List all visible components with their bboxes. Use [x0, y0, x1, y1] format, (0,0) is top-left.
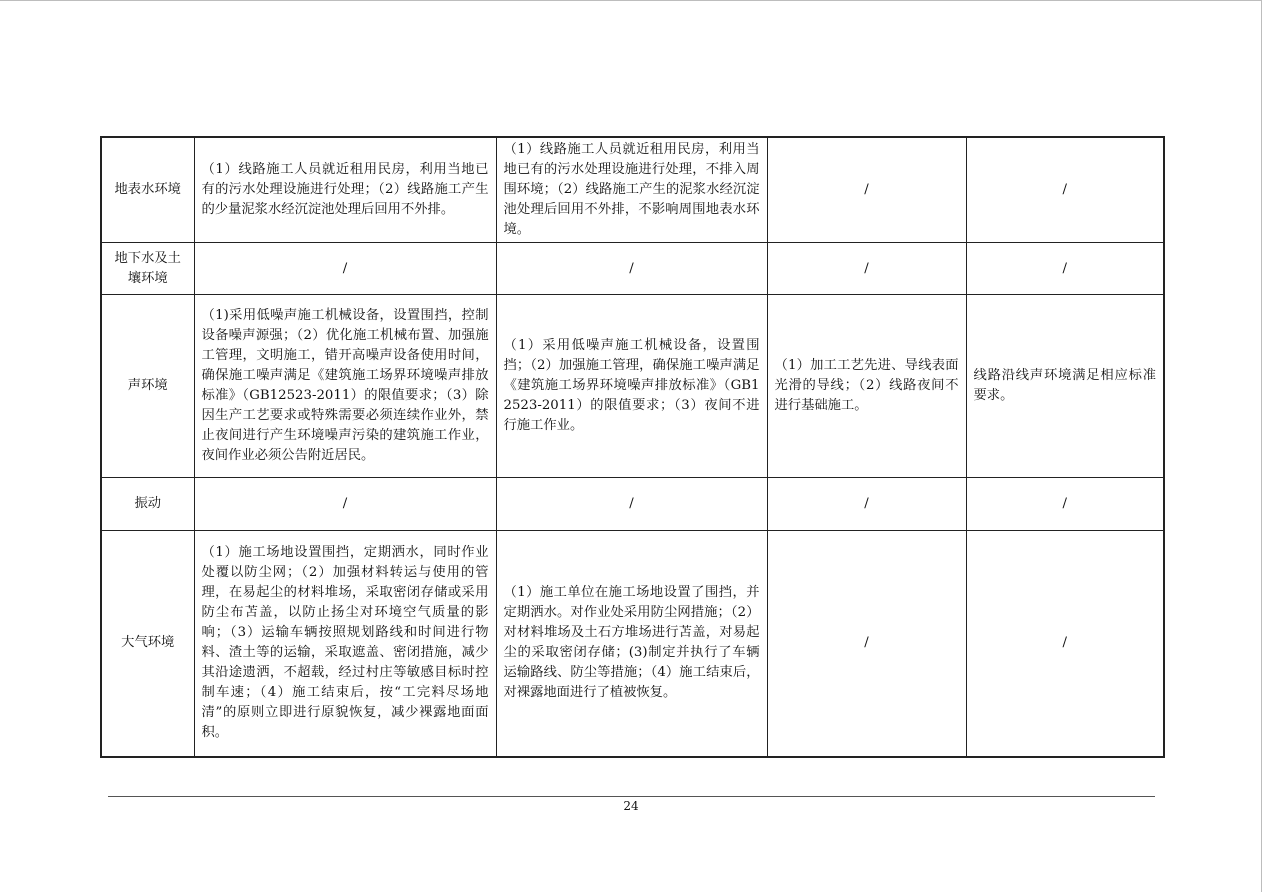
- category-cell: 声环境: [101, 295, 194, 478]
- measure-cell-eia: （1）施工场地设置围挡，定期洒水，同时作业处覆以防尘网；（2）加强材料转运与使用的管理，在易起尘的材料堆场，采取密闭存储或采用防尘布苫盖，以防止扬尘对环境空气质量的影响；（3）运输车辆按照规划路线和时间进行物料、渣土等的运输，采取遮盖、密闭措施，减少其沿途遗洒，不超载，经过村庄等敏感目标时控制车速；（4）施工结束后，按“工完料尽场地清”的原则立即进行原貌恢复，减少裸露地面面积。: [194, 531, 496, 757]
- measure-cell-eia: （1）线路施工人员就近租用民房，利用当地已有的污水处理设施进行处理；（2）线路施工产生的少量泥浆水经沉淀池处理后回用不外排。: [194, 137, 496, 243]
- measure-cell-col3: /: [767, 243, 966, 295]
- measure-cell-col4: /: [966, 478, 1164, 531]
- environmental-measures-table: [100, 136, 1165, 758]
- table-row-surface-water: [101, 137, 1164, 243]
- category-cell: 振动: [101, 478, 194, 531]
- footer-rule: [108, 796, 1155, 797]
- page-number: 24: [623, 799, 639, 813]
- measure-cell-col3: /: [767, 531, 966, 757]
- page-frame-top: [0, 0, 1262, 1]
- table-row-atmosphere: [101, 531, 1164, 757]
- category-cell: 大气环境: [101, 531, 194, 757]
- table-row-acoustic: [101, 295, 1164, 478]
- measure-cell-col4: /: [966, 137, 1164, 243]
- measure-cell-col3: （1）加工工艺先进、导线表面光滑的导线；（2）线路夜间不进行基础施工。: [767, 295, 966, 478]
- measure-cell-eia: /: [194, 243, 496, 295]
- measure-cell-col4: 线路沿线声环境满足相应标准要求。: [966, 295, 1164, 478]
- measure-cell-implemented: （1）施工单位在施工场地设置了围挡，并定期洒水。对作业处采用防尘网措施；（2）对材料堆场及土石方堆场进行苫盖，对易起尘的采取密闭存储；(3)制定并执行了车辆运输路线、防尘等措施；（4）施工结束后，对裸露地面进行了植被恢复。: [496, 531, 767, 757]
- table-row-groundwater-soil: [101, 243, 1164, 295]
- measure-cell-eia: （1)采用低噪声施工机械设备，设置围挡，控制设备噪声源强；（2）优化施工机械布置、加强施工管理，文明施工，错开高噪声设备使用时间，确保施工噪声满足《建筑施工场界环境噪声排放标准》（GB12523-2011）的限值要求；（3）除因生产工艺要求或特殊需要必须连续作业外，禁止夜间进行产生环境噪声污染的建筑施工作业，夜间作业必须公告附近居民。: [194, 295, 496, 478]
- measure-cell-col3: /: [767, 137, 966, 243]
- table-row-vibration: [101, 478, 1164, 531]
- measure-cell-col3: /: [767, 478, 966, 531]
- measure-cell-implemented: （1）采用低噪声施工机械设备，设置围挡；（2）加强施工管理，确保施工噪声满足《建筑施工场界环境噪声排放标准》（GB12523-2011）的限值要求；（3）夜间不进行施工作业。: [496, 295, 767, 478]
- measure-cell-col4: /: [966, 243, 1164, 295]
- measure-cell-implemented: （1）线路施工人员就近租用民房，利用当地已有的污水处理设施进行处理，不排入周围环境；（2）线路施工产生的泥浆水经沉淀池处理后回用不外排，不影响周围地表水环境。: [496, 137, 767, 243]
- measure-cell-implemented: /: [496, 478, 767, 531]
- category-cell: 地表水环境: [101, 137, 194, 243]
- measure-cell-implemented: /: [496, 243, 767, 295]
- measure-cell-eia: /: [194, 478, 496, 531]
- category-cell: 地下水及土壤环境: [101, 243, 194, 295]
- measure-cell-col4: /: [966, 531, 1164, 757]
